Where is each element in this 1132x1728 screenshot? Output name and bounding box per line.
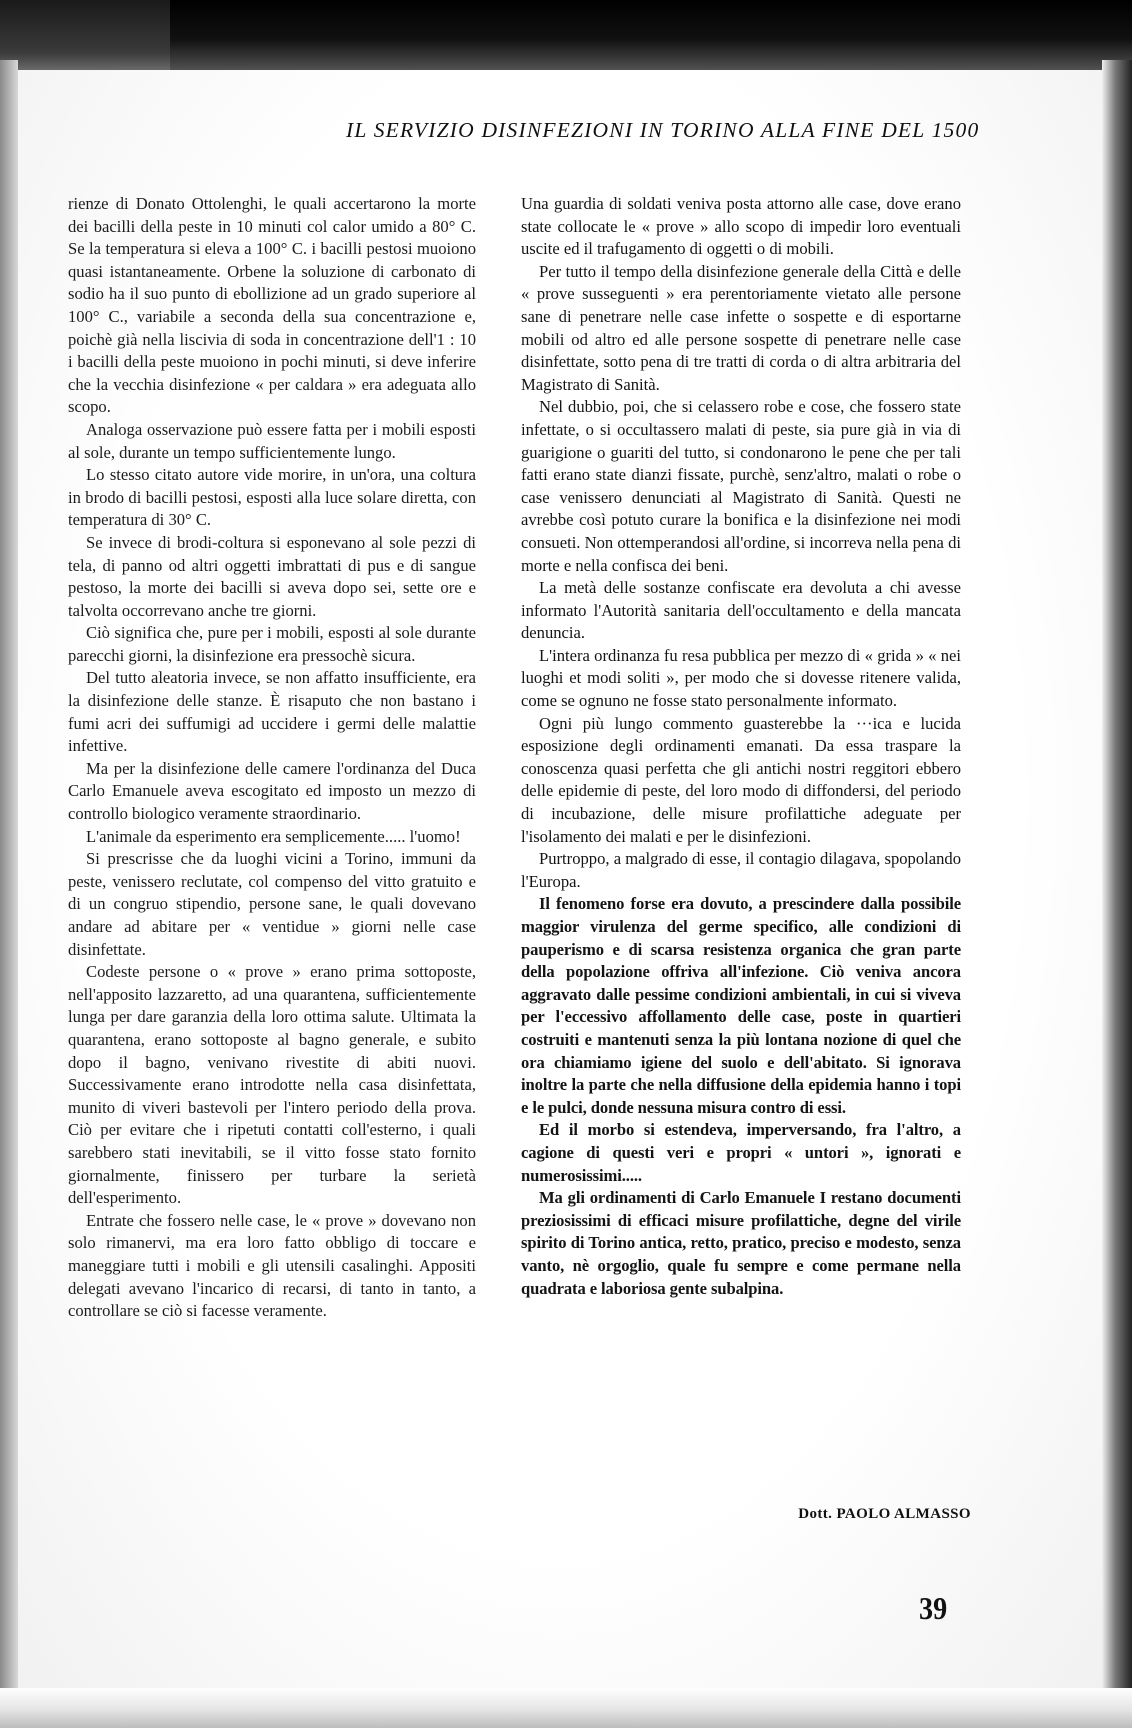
paragraph: L'intera ordinanza fu resa pubblica per mezzo di « grida » « nei luoghi et modi soliti », per modo che si dovesse ritenere valida, come se ognuno ne fosse stato personalmente informato. <box>521 645 961 711</box>
paragraph: Entrate che fossero nelle case, le « prove » dovevano non solo rimanervi, ma era loro fatto obbligo di toccare e maneggiare tutti i mobili e gli utensili casalinghi. Appositi delegati avevano l'incarico di recarsi, di tanto in tanto, a controllare se ciò si facesse veramente. <box>68 1210 476 1321</box>
paragraph: Se invece di brodi-coltura si esponevano al sole pezzi di tela, di panno od altri oggetti imbrattati di pus e di sangue pestoso, la morte dei bacilli si aveva dopo sei, sette ore e talvolta occorrevano anche tre giorni. <box>68 532 476 620</box>
paragraph: Una guardia di soldati veniva posta attorno alle case, dove erano state collocate le « prove » allo scopo di impedir loro eventuali uscite ed il trafugamento di oggetti o di mobili. <box>521 194 961 259</box>
right-column <box>521 193 961 1300</box>
paragraph: Ma per la disinfezione delle camere l'ordinanza del Duca Carlo Emanuele aveva escogitato ed imposto un mezzo di controllo biologico veramente straordinario. <box>68 758 476 824</box>
paragraph: rienze di Donato Ottolenghi, le quali accertarono la morte dei bacilli della peste in 10 minuti col calor umido a 80° C. Se la temperatura si eleva a 100° C. i bacilli pestosi muoiono quasi istantaneamente. Orbene la soluzione di carbonato di sodio ha il suo punto di ebollizione ad un grado superiore al 100° C., variabile a seconda della sua concentrazione e, poichè già nella liscivia di soda in concentrazione dell'1 : 10 i bacilli della peste muoiono in pochi minuti, si deve inferire che la vecchia disinfezione « per caldara » era adeguata allo scopo. <box>68 194 476 417</box>
paragraph: Ogni più lungo commento guasterebbe la ···ica e lucida esposizione degli ordinamenti emanati. Da essa traspare la conoscenza quasi perfetta che gli antichi nostri reggitori ebbero delle epidemie di peste, del loro modo di diffondersi, del periodo di incubazione, delle misure profilattiche adeguate per l'isolamento dei malati e per le disinfezioni. <box>521 713 961 846</box>
scan-margin-bottom <box>0 1688 1132 1728</box>
paragraph: L'animale da esperimento era semplicemente..... l'uomo! <box>86 826 461 846</box>
paragraph: Il fenomeno forse era dovuto, a prescindere dalla possibile maggior virulenza del germe specifico, alle condizioni di pauperismo e di scarsa resistenza organica che gran parte della popolazione offriva all'infezione. Ciò veniva ancora aggravato dalle pessime condizioni ambientali, in cui si viveva per l'eccessivo affollamento delle case, poste in quartieri costruiti e mantenuti senza la più lontana nozione di quel che ora chiamiamo igiene del suolo e dell'abitato. Si ignorava inoltre la parte che nella diffusione della epidemia hanno i topi e le pulci, donde nessuna misura contro di essi. <box>521 894 961 1117</box>
scan-margin-right <box>1102 60 1132 1728</box>
paragraph: Si prescrisse che da luoghi vicini a Torino, immuni da peste, venissero reclutate, col compenso del vitto gratuito e di un congruo stipendio, persone sane, le quali dovevano andare ad abitare per « ventidue » giorni nelle case disinfettate. <box>68 849 476 959</box>
paragraph: Nel dubbio, poi, che si celassero robe e cose, che fossero state infettate, o si occultassero malati di peste, sia pure già in via di guarigione o guariti del tutto, si condonarono le pene che per tali fatti erano state dianzi fissate, purchè, senz'altro, malati o robe o case venissero denunciati al Magistrato di Sanità. Questi ne avrebbe così potuto curare la bonifica e la disinfezione nei modi consueti. Non ottemperandosi all'ordine, si incorreva nella pena di morte e nella confisca dei beni. <box>521 397 961 575</box>
scan-margin-top-left <box>0 0 180 75</box>
scan-margin-left <box>0 60 18 1728</box>
page-number: 39 <box>919 1590 948 1626</box>
paragraph: Per tutto il tempo della disinfezione generale della Città e delle « prove susseguenti » era perentoriamente vietato alle persone sane di penetrare nelle case infette o sospette e di esportarne mobili od altro ed alle persone sospette di penetrare nelle case disinfettate, sotto pena di tre tratti di corda o di altra arbitraria del Magistrato di Sanità. <box>521 261 961 394</box>
scan-margin-top <box>170 0 1132 72</box>
running-title: IL SERVIZIO DISINFEZIONI IN TORINO ALLA FINE DEL 1500 <box>346 118 980 142</box>
paragraph: Ciò significa che, pure per i mobili, esposti al sole durante parecchi giorni, la disinfezione era pressochè sicura. <box>68 623 476 665</box>
paragraph: Lo stesso citato autore vide morire, in un'ora, una coltura in brodo di bacilli pestosi, esposti alla luce solare diretta, con temperatura di 30° C. <box>68 465 476 530</box>
paragraph: Ma gli ordinamenti di Carlo Emanuele I restano documenti preziosissimi di efficaci misure profilattiche, degne del virile spirito di Torino antica, retto, pratico, preciso e modesto, senza vanto, nè orgoglio, quale fu sempre e come permane nella quadrata e laboriosa gente subalpina. <box>521 1188 961 1298</box>
paragraph: Ed il morbo si estendeva, imperversando, fra l'altro, a cagione di questi veri e propri « untori », ignorati e numerosissimi..... <box>521 1120 961 1185</box>
paragraph: La metà delle sostanze confiscate era devoluta a chi avesse informato l'Autorità sanitaria dell'occultamento e della mancata denuncia. <box>521 578 961 643</box>
paragraph: Codeste persone o « prove » erano prima sottoposte, nell'apposito lazzaretto, ad una quarantena, sufficientemente lunga per dare garanzia della loro ottima salute. Ultimata la quarantena, erano sottoposte al bagno generale, e subito dopo il bagno, venivano rivestite di abiti nuovi. Successivamente erano introdotte nella casa disinfettata, munito di viveri bastevoli per l'intero periodo della prova. Ciò per evitare che i ripetuti contatti coll'esterno, i quali sarebbero stati inevitabili, se il vitto fosse stato fornito giornalmente, finissero per turbare la serietà dell'esperimento. <box>68 962 476 1208</box>
paragraph: Del tutto aleatoria invece, se non affatto insufficiente, era la disinfezione delle stanze. È risaputo che non bastano i fumi acri dei suffumigi ad uccidere i germi delle malattie infettive. <box>68 668 476 756</box>
paragraph: Analoga osservazione può essere fatta per i mobili esposti al sole, durante un tempo sufficientemente lungo. <box>68 419 476 462</box>
paragraph: Purtroppo, a malgrado di esse, il contagio dilagava, spopolando l'Europa. <box>521 849 961 891</box>
left-column <box>68 193 476 1323</box>
author-signature: Dott. PAOLO ALMASSO <box>798 1506 971 1522</box>
